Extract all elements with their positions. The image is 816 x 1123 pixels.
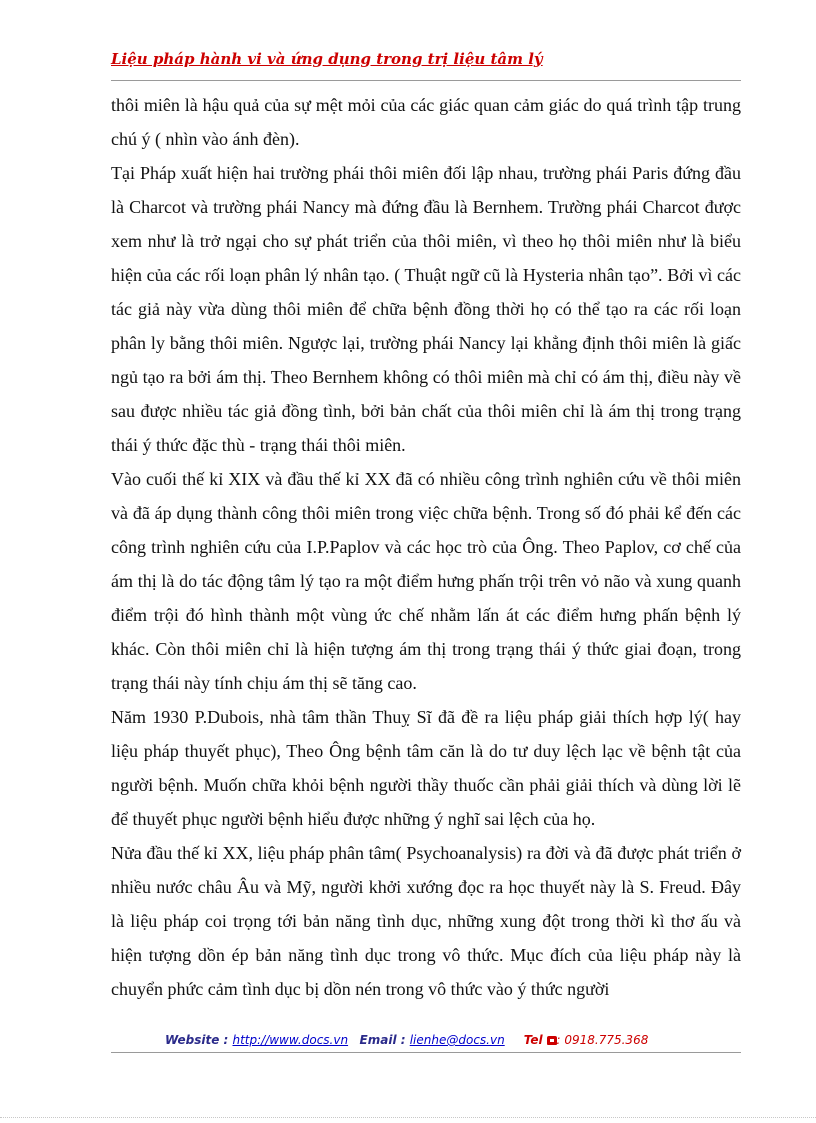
phone-icon (547, 1036, 557, 1045)
footer-tel-value: : 0918.775.368 (556, 1033, 649, 1047)
footer-divider (111, 1052, 741, 1053)
page-footer (165, 1033, 648, 1047)
footer-tel-label: Tel (523, 1033, 543, 1047)
paragraph: Vào cuối thế kỉ XIX và đầu thế kỉ XX đã có nhiều công trình nghiên cứu về thôi miên và đã áp dụng thành công thôi miên trong việc chữa bệnh. Trong số đó phải kể đến các công trình nghiên cứu của I.P.Paplov và các học trò của Ông. Theo Paplov, cơ chế của ám thị là do tác động tâm lý tạo ra một điểm hưng phấn trội trên vỏ não và xung quanh điểm trội đó hình thành một vùng ức chế nhằm lấn át các điểm hưng phấn bệnh lý khác. Còn thôi miên chỉ là hiện tượng ám thị trong trạng thái ý thức giai đoạn, trong trạng thái này tính chịu ám thị sẽ tăng cao. (111, 469, 741, 693)
footer-website-label: Website : (165, 1033, 233, 1047)
footer-email-link[interactable]: lienhe@docs.vn (409, 1033, 505, 1047)
header-divider (111, 80, 741, 81)
document-body (111, 88, 741, 1006)
page-header-title: Liệu pháp hành vi và ứng dụng trong trị liệu tâm lý (111, 50, 543, 68)
footer-email-label: Email (359, 1033, 397, 1047)
paragraph: thôi miên là hậu quả của sự mệt mỏi của các giác quan cảm giác do quá trình tập trung chú ý ( nhìn vào ánh đèn). (111, 95, 741, 149)
paragraph: Nửa đầu thế kỉ XX, liệu pháp phân tâm( Psychoanalysis) ra đời và đã được phát triển ở nhiều nước châu Âu và Mỹ, người khởi xướng đọc ra học thuyết này là S. Freud. Đây là liệu pháp coi trọng tới bản năng tình dục, những xung đột trong thời kì thơ ấu và hiện tượng dồn ép bản năng tình dục trong vô thức. Mục đích của liệu pháp này là chuyển phức cảm tình dục bị dồn nén trong vô thức vào ý thức người (111, 843, 741, 999)
footer-website-link[interactable]: http://www.docs.vn (232, 1033, 349, 1047)
paragraph: Tại Pháp xuất hiện hai trường phái thôi miên đối lập nhau, trường phái Paris đứng đầu là Charcot và trường phái Nancy mà đứng đầu là Bernhem. Trường phái Charcot được xem như là trở ngại cho sự phát triển của thôi miên, vì theo họ thôi miên như là biểu hiện của các rối loạn phân lý nhân tạo. ( Thuật ngữ cũ là Hysteria nhân tạo”. Bởi vì các tác giả này vừa dùng thôi miên để chữa bệnh đồng thời họ có thể tạo ra các rối loạn phân ly bằng thôi miên. Ngược lại, trường phái Nancy lại khẳng định thôi miên là giấc ngủ tạo ra bởi ám thị. Theo Bernhem không có thôi miên mà chỉ có ám thị, điều này về sau được nhiều tác giả đồng tình, bởi bản chất của thôi miên chỉ là ám thị trong trạng thái ý thức đặc thù - trạng thái thôi miên. (111, 163, 741, 455)
paragraph: Năm 1930 P.Dubois, nhà tâm thần Thuỵ Sĩ đã đề ra liệu pháp giải thích hợp lý( hay liệu pháp thuyết phục), Theo Ông bệnh tâm căn là do tư duy lệch lạc về bệnh tật của người bệnh. Muốn chữa khỏi bệnh người thầy thuốc cần phải giải thích và dùng lời lẽ để thuyết phục người bệnh hiểu được những ý nghĩ sai lệch của họ. (111, 707, 741, 829)
page-bottom-edge (0, 1117, 816, 1118)
footer-email-separator: : (396, 1033, 410, 1047)
